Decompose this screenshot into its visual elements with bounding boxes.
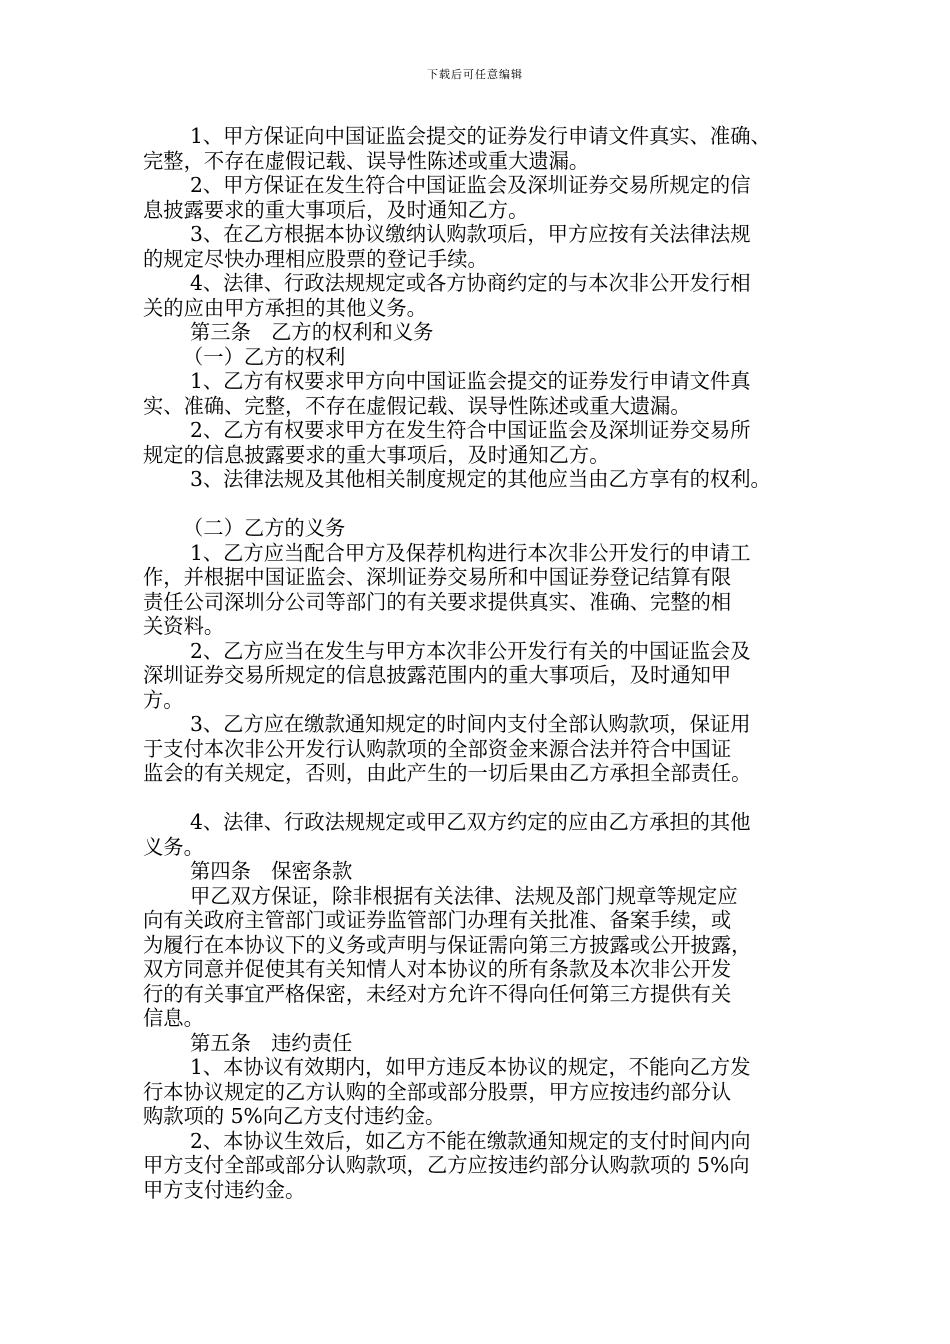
text-line: 第五条 违约责任 (190, 1030, 353, 1055)
text-line: 规定的信息披露要求的重大事项后，及时通知乙方。 (143, 442, 610, 467)
text-line: （二）乙方的义务 (183, 516, 346, 540)
text-line: 方。 (143, 687, 184, 712)
text-line: 甲乙双方保证，除非根据有关法律、法规及部门规章等规定应 (190, 883, 738, 908)
text-line: 为履行在本协议下的义务或声明与保证需向第三方披露或公开披露， (143, 932, 752, 957)
text-line: 2、乙方应当在发生与甲方本次非公开发行有关的中国证监会及 (190, 638, 751, 663)
text-line: 行本协议规定的乙方认购的全部或部分股票，甲方应按违约部分认 (143, 1079, 732, 1104)
text-line: 关资料。 (143, 614, 225, 638)
text-line: 1、乙方应当配合甲方及保荐机构进行本次非公开发行的申请工 (190, 540, 751, 565)
text-line: 完整，不存在虚假记载、误导性陈述或重大遗漏。 (143, 148, 590, 173)
text-line: 3、在乙方根据本协议缴纳认购款项后，甲方应按有关法律法规 (190, 222, 751, 246)
text-line: 作，并根据中国证监会、深圳证券交易所和中国证券登记结算有限 (143, 565, 732, 589)
text-line: 息披露要求的重大事项后，及时通知乙方。 (143, 197, 529, 222)
text-line: 双方同意并促使其有关知情人对本协议的所有条款及本次非公开发 (143, 957, 732, 981)
text-line: 关的应由甲方承担的其他义务。 (143, 295, 427, 320)
text-line: 1、乙方有权要求甲方向中国证监会提交的证券发行申请文件真 (190, 369, 751, 393)
text-line: 4、法律、行政法规规定或甲乙双方约定的应由乙方承担的其他 (190, 810, 751, 834)
text-line: 第四条 保密条款 (190, 859, 353, 883)
text-line: 甲方支付违约金。 (143, 1177, 306, 1202)
text-line: 监会的有关规定，否则，由此产生的一切后果由乙方承担全部责任。 (143, 761, 752, 785)
text-line: 实、准确、完整，不存在虚假记载、误导性陈述或重大遗漏。 (143, 393, 691, 418)
text-line: （一）乙方的权利 (183, 344, 346, 369)
text-line: 3、乙方应在缴款通知规定的时间内支付全部认购款项，保证用 (190, 712, 751, 736)
blank-line (143, 786, 833, 811)
text-line: 责任公司深圳分公司等部门的有关要求提供真实、准确、完整的相 (143, 589, 732, 614)
text-line: 第三条 乙方的权利和义务 (190, 320, 434, 344)
text-line: 2、甲方保证在发生符合中国证监会及深圳证券交易所规定的信 (190, 173, 751, 197)
text-line: 3、法律法规及其他相关制度规定的其他应当由乙方享有的权利。 (190, 467, 771, 491)
text-line: 购款项的 5%向乙方支付违约金。 (143, 1104, 446, 1128)
text-line: 的规定尽快办理相应股票的登记手续。 (143, 246, 488, 271)
text-line: 2、乙方有权要求甲方在发生符合中国证监会及深圳证券交易所 (190, 418, 751, 442)
text-line: 于支付本次非公开发行认购款项的全部资金来源合法并符合中国证 (143, 736, 732, 761)
page-header: 下载后可任意编辑 (427, 68, 523, 81)
text-line: 甲方支付全部或部分认购款项，乙方应按违约部分认购款项的 5%向 (143, 1153, 750, 1177)
document-body (143, 124, 833, 1202)
text-line: 1、本协议有效期内，如甲方违反本协议的规定，不能向乙方发 (190, 1055, 751, 1079)
text-line: 1、甲方保证向中国证监会提交的证券发行申请文件真实、准确、 (190, 124, 771, 148)
text-line: 4、法律、行政法规规定或各方协商约定的与本次非公开发行相 (190, 271, 751, 295)
blank-line (143, 492, 833, 517)
text-line: 深圳证券交易所规定的信息披露范围内的重大事项后，及时通知甲 (143, 663, 732, 687)
text-line: 义务。 (143, 834, 204, 859)
text-line: 信息。 (143, 1006, 204, 1030)
text-line: 行的有关事宜严格保密，未经对方允许不得向任何第三方提供有关 (143, 981, 732, 1006)
text-line: 向有关政府主管部门或证券监管部门办理有关批准、备案手续，或 (143, 908, 732, 932)
text-line: 2、本协议生效后，如乙方不能在缴款通知规定的支付时间内向 (190, 1128, 751, 1153)
